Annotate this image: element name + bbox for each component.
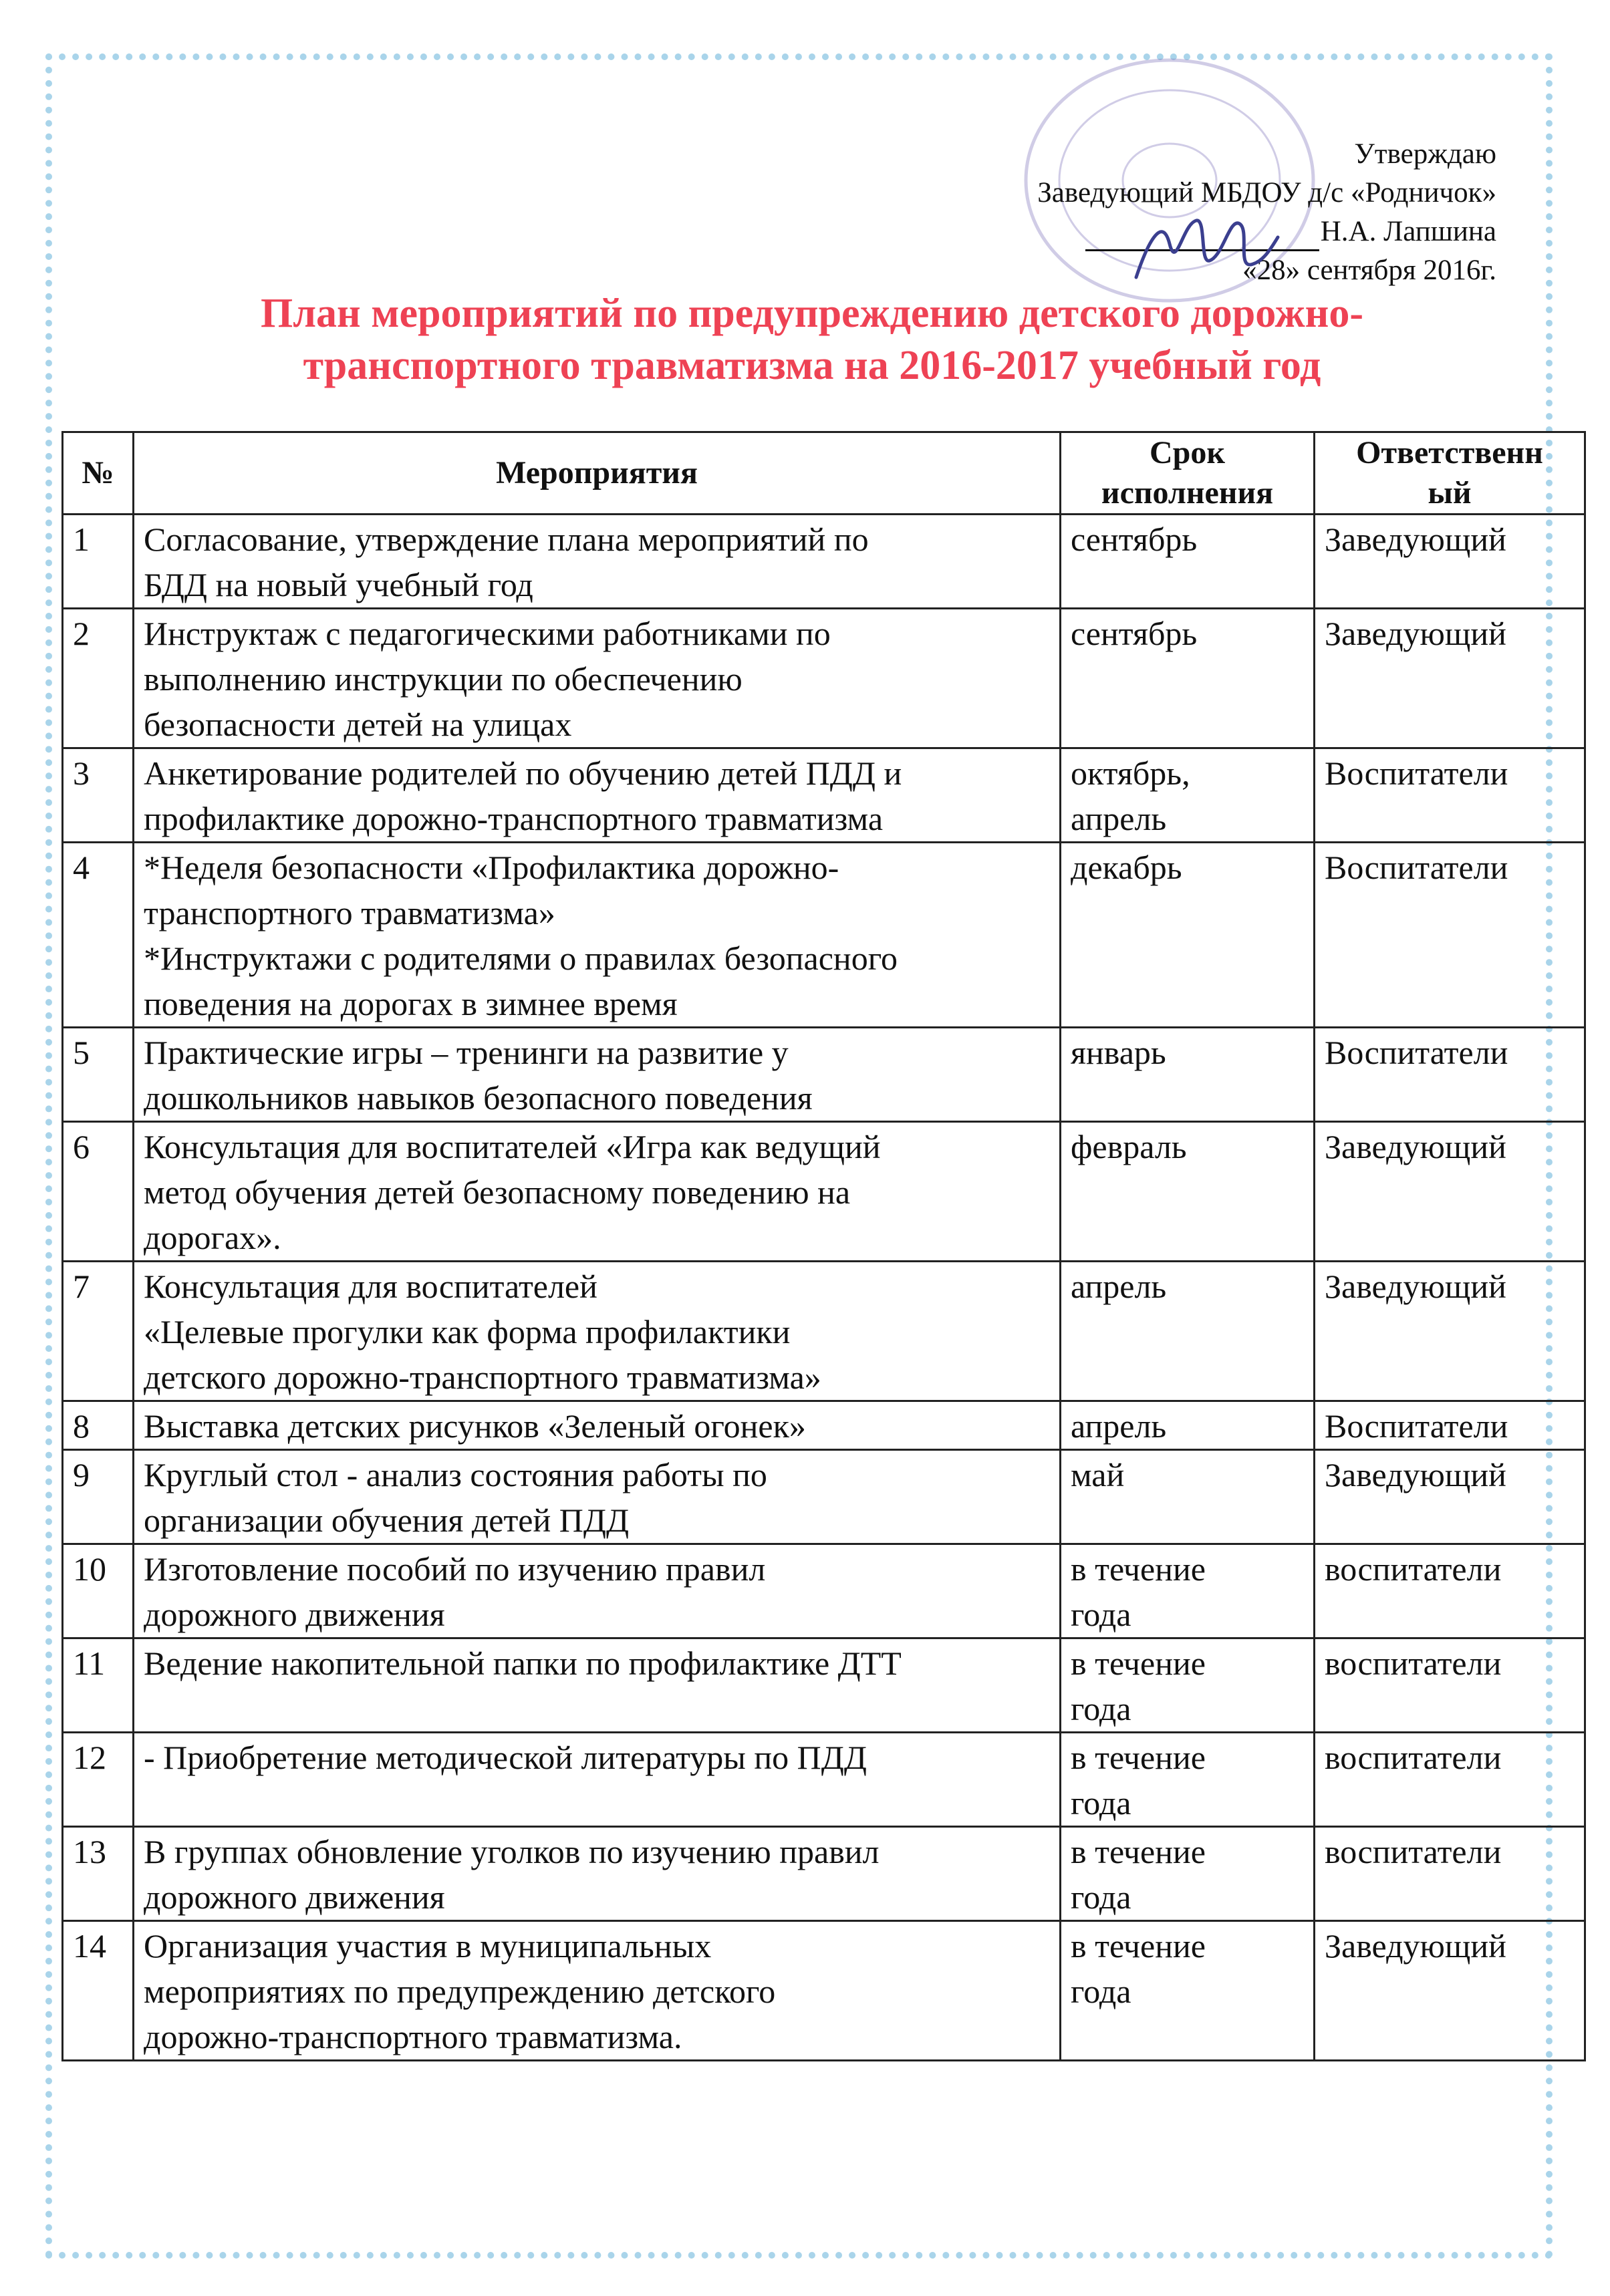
activity-line: дорожного движения xyxy=(144,1596,445,1633)
header-term xyxy=(1061,432,1315,515)
approver-name: Н.А. Лапшина xyxy=(1320,216,1496,247)
row-number: 3 xyxy=(63,748,134,843)
activities-table xyxy=(61,431,1586,2061)
activity-line: Консультация для воспитателей xyxy=(144,1268,597,1305)
row-term xyxy=(1061,1122,1315,1262)
table-row xyxy=(63,1544,1585,1638)
row-activity xyxy=(134,1921,1061,2061)
row-term xyxy=(1061,1733,1315,1827)
activity-line: Организация участия в муниципальных xyxy=(144,1927,712,1965)
activity-line: профилактике дорожно-транспортного травматизма xyxy=(144,800,884,837)
term-line: года xyxy=(1071,1690,1131,1727)
row-responsible: воспитатели xyxy=(1315,1638,1585,1733)
header-responsible-line: Ответственн xyxy=(1356,435,1543,470)
row-term xyxy=(1061,748,1315,843)
activity-line: Выставка детских рисунков «Зеленый огонек» xyxy=(144,1407,806,1445)
row-activity xyxy=(134,843,1061,1028)
activity-line: дорожно-транспортного травматизма. xyxy=(144,2018,682,2055)
row-activity xyxy=(134,1401,1061,1450)
row-activity xyxy=(134,1733,1061,1827)
header-term-line: исполнения xyxy=(1101,475,1274,511)
row-activity xyxy=(134,1262,1061,1401)
row-activity xyxy=(134,1827,1061,1921)
activity-line: дорогах». xyxy=(144,1219,281,1256)
row-activity xyxy=(134,748,1061,843)
activity-line: В группах обновление уголков по изучению правил xyxy=(144,1833,880,1870)
row-number: 12 xyxy=(63,1733,134,1827)
term-line: сентябрь xyxy=(1071,615,1198,652)
row-term xyxy=(1061,1028,1315,1122)
table-row xyxy=(63,748,1585,843)
activity-line: *Инструктажи с родителями о правилах безопасного xyxy=(144,940,898,977)
row-term xyxy=(1061,1262,1315,1401)
header-term-line: Срок xyxy=(1149,435,1225,470)
activity-line: поведения на дорогах в зимнее время xyxy=(144,985,678,1022)
term-line: апрель xyxy=(1071,1268,1167,1305)
activity-line: Круглый стол - анализ состояния работы по xyxy=(144,1456,767,1493)
activity-line: *Неделя безопасности «Профилактика дорожно- xyxy=(144,849,839,886)
row-number: 7 xyxy=(63,1262,134,1401)
table-row xyxy=(63,843,1585,1028)
activity-line: Инструктаж с педагогическими работниками по xyxy=(144,615,831,652)
term-line: в течение xyxy=(1071,1739,1206,1776)
header-responsible xyxy=(1315,432,1585,515)
title-line-1: План мероприятий по предупреждению детского дорожно- xyxy=(261,291,1363,336)
approval-date: «28» сентября 2016г. xyxy=(1242,255,1496,286)
table-row xyxy=(63,1450,1585,1544)
activity-line: транспортного травматизма» xyxy=(144,894,555,931)
row-responsible: воспитатели xyxy=(1315,1544,1585,1638)
row-activity xyxy=(134,1450,1061,1544)
row-activity xyxy=(134,1122,1061,1262)
term-line: в течение xyxy=(1071,1927,1206,1965)
row-number: 9 xyxy=(63,1450,134,1544)
row-number: 14 xyxy=(63,1921,134,2061)
row-term xyxy=(1061,1638,1315,1733)
activity-line: Консультация для воспитателей «Игра как ведущий xyxy=(144,1128,881,1165)
row-number: 4 xyxy=(63,843,134,1028)
activity-line: - Приобретение методической литературы по ПДД xyxy=(144,1739,867,1776)
activity-line: дошкольников навыков безопасного поведения xyxy=(144,1079,813,1117)
row-term xyxy=(1061,515,1315,609)
term-line: в течение xyxy=(1071,1833,1206,1870)
table-row xyxy=(63,1262,1585,1401)
table-row xyxy=(63,1028,1585,1122)
term-line: сентябрь xyxy=(1071,521,1198,558)
row-number: 6 xyxy=(63,1122,134,1262)
header-responsible-line: ый xyxy=(1428,475,1472,511)
title-line-2: транспортного травматизма на 2016-2017 учебный год xyxy=(303,343,1321,388)
activity-line: мероприятиях по предупреждению детского xyxy=(144,1973,776,2010)
activity-line: выполнению инструкции по обеспечению xyxy=(144,660,743,698)
row-term xyxy=(1061,1827,1315,1921)
table-header-row xyxy=(63,432,1585,515)
row-number: 10 xyxy=(63,1544,134,1638)
row-responsible: Воспитатели xyxy=(1315,1028,1585,1122)
row-number: 11 xyxy=(63,1638,134,1733)
activity-line: Изготовление пособий по изучению правил xyxy=(144,1550,766,1588)
activity-line: организации обучения детей ПДД xyxy=(144,1501,630,1539)
row-term xyxy=(1061,1921,1315,2061)
row-responsible: Заведующий xyxy=(1315,1262,1585,1401)
activity-line: безопасности детей на улицах xyxy=(144,706,572,743)
row-responsible: Заведующий xyxy=(1315,1921,1585,2061)
row-number: 5 xyxy=(63,1028,134,1122)
row-term xyxy=(1061,843,1315,1028)
row-responsible: Воспитатели xyxy=(1315,748,1585,843)
term-line: январь xyxy=(1071,1034,1166,1071)
row-activity xyxy=(134,1544,1061,1638)
row-responsible: Заведующий xyxy=(1315,609,1585,748)
table-row xyxy=(63,1638,1585,1733)
approval-position: Заведующий МБДОУ д/с «Родничок» xyxy=(1037,177,1496,208)
row-responsible: Воспитатели xyxy=(1315,843,1585,1028)
activity-line: БДД на новый учебный год xyxy=(144,566,533,603)
row-activity xyxy=(134,1028,1061,1122)
term-line: года xyxy=(1071,1784,1131,1822)
activity-line: метод обучения детей безопасному поведению на xyxy=(144,1173,851,1211)
row-number: 2 xyxy=(63,609,134,748)
table-row xyxy=(63,1733,1585,1827)
table-body xyxy=(63,515,1585,2061)
table-row xyxy=(63,1122,1585,1262)
activity-line: детского дорожно-транспортного травматизма» xyxy=(144,1358,821,1396)
row-term xyxy=(1061,1401,1315,1450)
table-row xyxy=(63,609,1585,748)
activity-line: Анкетирование родителей по обучению детей ПДД и xyxy=(144,754,902,792)
row-responsible: воспитатели xyxy=(1315,1733,1585,1827)
row-activity xyxy=(134,515,1061,609)
table-row xyxy=(63,1401,1585,1450)
approval-label: Утверждаю xyxy=(1354,138,1496,170)
row-activity xyxy=(134,1638,1061,1733)
table-row xyxy=(63,1827,1585,1921)
term-line: октябрь, xyxy=(1071,754,1190,792)
table-row xyxy=(63,1921,1585,2061)
term-line: апрель xyxy=(1071,800,1167,837)
term-line: в течение xyxy=(1071,1550,1206,1588)
row-term xyxy=(1061,1450,1315,1544)
row-number: 1 xyxy=(63,515,134,609)
header-activity: Мероприятия xyxy=(134,432,1061,515)
term-line: года xyxy=(1071,1973,1131,2010)
term-line: в течение xyxy=(1071,1644,1206,1682)
row-number: 13 xyxy=(63,1827,134,1921)
activity-line: дорожного движения xyxy=(144,1878,445,1916)
document-title xyxy=(67,287,1557,392)
term-line: апрель xyxy=(1071,1407,1167,1445)
row-number: 8 xyxy=(63,1401,134,1450)
activity-line: Согласование, утверждение плана мероприятий по xyxy=(144,521,869,558)
term-line: февраль xyxy=(1071,1128,1187,1165)
term-line: декабрь xyxy=(1071,849,1182,886)
row-responsible: Заведующий xyxy=(1315,1122,1585,1262)
header-number: № xyxy=(63,432,134,515)
activity-line: «Целевые прогулки как форма профилактики xyxy=(144,1313,791,1350)
table-row xyxy=(63,515,1585,609)
term-line: года xyxy=(1071,1878,1131,1916)
row-responsible: Заведующий xyxy=(1315,515,1585,609)
term-line: май xyxy=(1071,1456,1125,1493)
term-line: года xyxy=(1071,1596,1131,1633)
row-responsible: воспитатели xyxy=(1315,1827,1585,1921)
activity-line: Практические игры – тренинги на развитие у xyxy=(144,1034,789,1071)
row-responsible: Воспитатели xyxy=(1315,1401,1585,1450)
row-responsible: Заведующий xyxy=(1315,1450,1585,1544)
row-term xyxy=(1061,609,1315,748)
row-term xyxy=(1061,1544,1315,1638)
handwritten-signature xyxy=(1129,197,1283,297)
row-activity xyxy=(134,609,1061,748)
activity-line: Ведение накопительной папки по профилактике ДТТ xyxy=(144,1644,902,1682)
